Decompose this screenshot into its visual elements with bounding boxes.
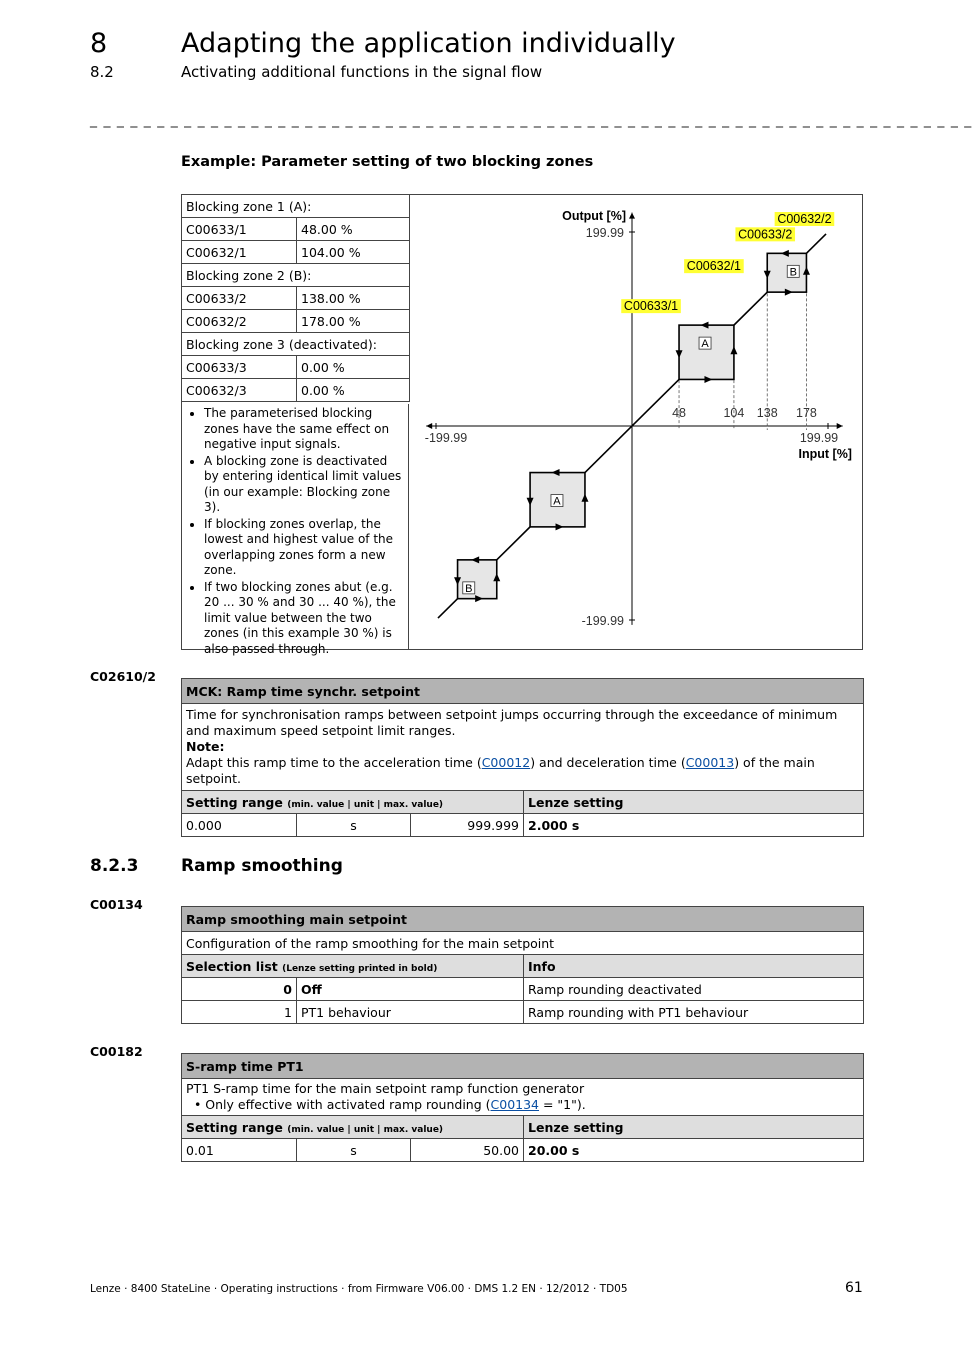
sel-small: (Lenze setting printed in bold) [282, 963, 438, 974]
c02610-title: MCK: Ramp time synchr. setpoint [182, 679, 864, 704]
unit: s [297, 1139, 411, 1162]
c00012-link[interactable]: C00012 [481, 755, 531, 770]
blocking-zone-example [181, 194, 863, 656]
setting-range-header [182, 1116, 524, 1139]
y-axis-label: Output [%] [562, 209, 626, 224]
note-item: • If two blocking zones abut (e.g. 20 ... 30 % and 30 ... 40 %), the limit value between the two zones (in this example 30 %) is also passed through. [204, 580, 404, 658]
c02610-code: C02610/2 [90, 669, 156, 684]
c00134-link[interactable]: C00134 [490, 1097, 540, 1112]
bullet-text: Only effective with activated ramp rounding ( [205, 1097, 491, 1112]
lenze-value: 20.00 s [524, 1139, 864, 1162]
param-code: C00633/3 [182, 356, 297, 379]
zone1-label: Blocking zone 1 (A): [182, 195, 410, 218]
x-tick-label: 178 [796, 406, 817, 420]
blocking-zone-box [679, 325, 734, 379]
option-info: Ramp rounding with PT1 behaviour [524, 1001, 864, 1024]
param-code: C00632/3 [182, 379, 297, 402]
c00182-code: C00182 [90, 1044, 143, 1059]
chapter-number: 8 [90, 28, 108, 59]
range-label: Setting range [186, 1119, 283, 1135]
example-heading: Example: Parameter setting of two blocking zones [181, 154, 594, 170]
c00134-title: Ramp smoothing main setpoint [182, 907, 864, 932]
param-code: C00632/1 [182, 241, 297, 264]
param-value: 0.00 % [297, 356, 410, 379]
annotation-label: C00633/1 [623, 299, 679, 314]
lenze-setting-header: Lenze setting [524, 1116, 864, 1139]
zone-label: A [701, 338, 709, 351]
zone-label: B [789, 266, 797, 279]
y-tick-label: 199.99 [585, 226, 624, 241]
zone-label: A [553, 495, 561, 508]
c02610-table [181, 678, 864, 837]
option-name: PT1 behaviour [297, 1001, 524, 1024]
chapter-title: Adapting the application individually [181, 28, 676, 59]
subsection-number: 8.2.3 [90, 856, 139, 876]
x-axis-label: Input [%] [798, 447, 852, 461]
header-separator: _ _ _ _ _ _ _ _ _ _ _ _ _ _ _ _ _ _ _ _ _ _ _ _ _ _ _ _ _ _ _ _ _ _ _ _ _ _ _ _ _ _ _ _ _ _ _ _ _ _ _ _ _ _ _ _ _ _ _ _ _ _ _ _ _ _ [90, 112, 972, 128]
c00182-bullet: • Only effective with activated ramp rounding (C00134 = "1"). [186, 1097, 586, 1112]
blocking-zone-notes [182, 404, 409, 656]
param-code: C00633/2 [182, 287, 297, 310]
note-item: • The parameterised blocking zones have the same effect on negative input signals. [204, 406, 404, 453]
x-tick-label: 104 [723, 406, 745, 420]
x-tick-label: 48 [672, 406, 686, 420]
transfer-line [734, 292, 767, 325]
bullet-text: = "1"). [539, 1097, 586, 1112]
c02610-note-label: Note: [186, 739, 225, 754]
param-value: 178.00 % [297, 310, 410, 333]
param-code: C00632/2 [182, 310, 297, 333]
c00134-table [181, 906, 864, 1024]
param-code: C00633/1 [182, 218, 297, 241]
c00182-title: S-ramp time PT1 [182, 1054, 864, 1079]
note-item: • If blocking zones overlap, the lowest and highest value of the overlapping zones form a new zone. [204, 517, 404, 579]
range-small: (min. value | unit | max. value) [287, 1124, 444, 1135]
range-label: Setting range [186, 794, 283, 810]
page-number: 61 [845, 1280, 863, 1296]
x-axis-arrow-left [426, 423, 432, 429]
param-value: 138.00 % [297, 287, 410, 310]
option-number: 1 [182, 1001, 297, 1024]
selection-list-header [182, 955, 524, 978]
blocking-zone-chart [410, 195, 862, 649]
x-tick-label: 199.99 [799, 431, 839, 445]
c00134-desc: Configuration of the ramp smoothing for the main setpoint [182, 932, 864, 955]
unit: s [297, 814, 411, 837]
transfer-line [806, 234, 826, 253]
option-info: Ramp rounding deactivated [524, 978, 864, 1001]
y-tick-label: -199.99 [581, 613, 624, 628]
blocking-zone-box [767, 253, 806, 292]
x-tick-label: 138 [756, 406, 778, 420]
section-number: 8.2 [90, 63, 114, 81]
param-value: 48.00 % [297, 218, 410, 241]
lenze-value: 2.000 s [524, 814, 864, 837]
c00013-link[interactable]: C00013 [685, 755, 735, 770]
subsection-title: Ramp smoothing [181, 856, 343, 876]
zone3-label: Blocking zone 3 (deactivated): [182, 333, 410, 356]
sel-label: Selection list [186, 958, 278, 974]
min-value: 0.000 [182, 814, 297, 837]
c02610-desc [182, 704, 864, 791]
x-tick-label: -199.99 [424, 431, 468, 445]
annotation-label: C00632/1 [686, 259, 742, 274]
note-text: ) and deceleration time ( [530, 755, 686, 770]
transfer-line [497, 527, 530, 560]
y-axis-arrow [629, 213, 635, 219]
option-name: Off [297, 978, 524, 1001]
footer-text: Lenze · 8400 StateLine · Operating instructions · from Firmware V06.00 · DMS 1.2 EN · 12/2012 · TD05 [90, 1283, 628, 1295]
c02610-note [186, 755, 859, 787]
c00134-code: C00134 [90, 897, 143, 912]
annotation-label: C00633/2 [738, 227, 793, 242]
info-header: Info [524, 955, 864, 978]
setting-range-header [182, 791, 524, 814]
range-small: (min. value | unit | max. value) [287, 799, 444, 810]
max-value: 50.00 [411, 1139, 524, 1162]
param-value: 104.00 % [297, 241, 410, 264]
blocking-zone-table [181, 194, 410, 402]
c02610-desc-text: Time for synchronisation ramps between setpoint jumps occurring through the exceedance of minimum and maximum speed setpoint limit ranges. [186, 707, 838, 738]
min-value: 0.01 [182, 1139, 297, 1162]
max-value: 999.999 [411, 814, 524, 837]
zone-label: B [465, 582, 473, 595]
note-item: • A blocking zone is deactivated by entering identical limit values (in our example: Blocking zone 3). [204, 454, 404, 516]
annotation-label: C00632/2 [777, 212, 832, 227]
section-title: Activating additional functions in the signal flow [181, 63, 543, 81]
note-text: ) of the main setpoint. [186, 755, 815, 786]
zone2-label: Blocking zone 2 (B): [182, 264, 410, 287]
c00182-desc-text: PT1 S-ramp time for the main setpoint ramp function generator [186, 1081, 585, 1096]
note-text: Adapt this ramp time to the acceleration time ( [186, 755, 482, 770]
c00182-desc [182, 1079, 864, 1116]
transfer-line [438, 599, 458, 618]
option-number: 0 [182, 978, 297, 1001]
c00182-table [181, 1053, 864, 1162]
x-axis-arrow-right [837, 423, 843, 429]
lenze-setting-header: Lenze setting [524, 791, 864, 814]
param-value: 0.00 % [297, 379, 410, 402]
